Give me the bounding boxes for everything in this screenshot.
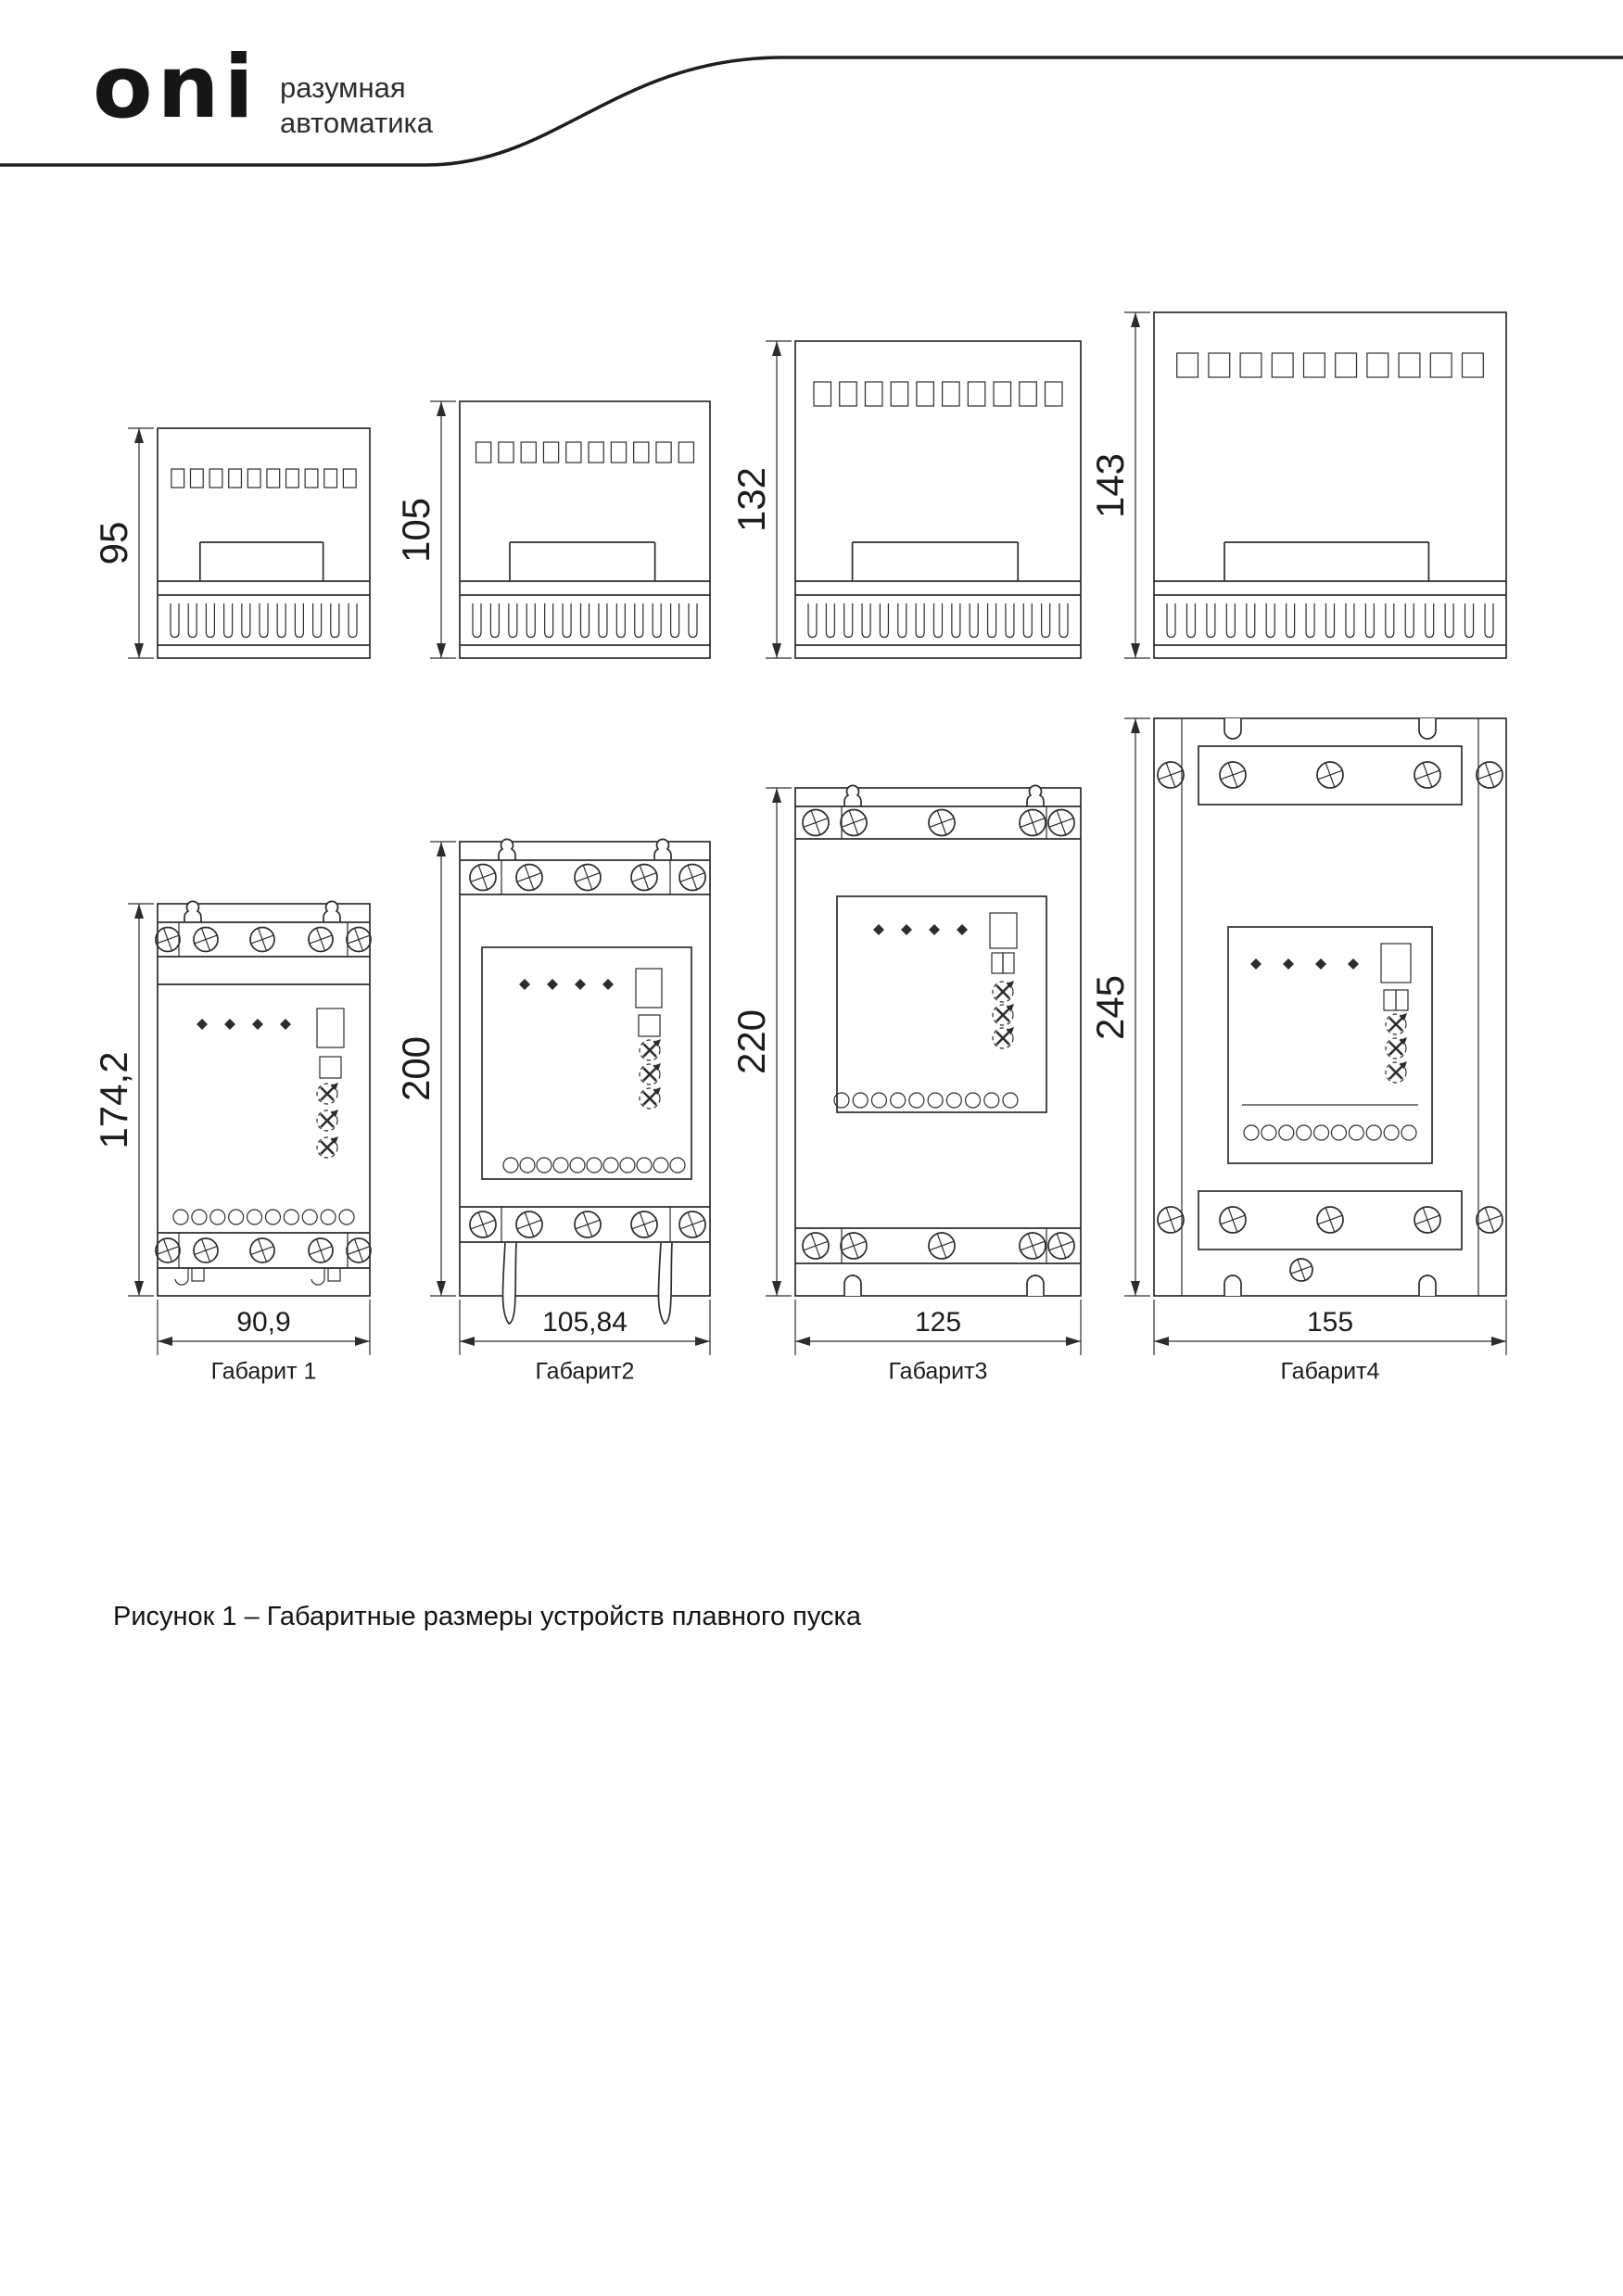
top-view-gabarit-1 (158, 428, 370, 658)
figure-name-label: Габарит4 (1280, 1358, 1380, 1385)
depth-dimension-label: 132 (729, 466, 773, 533)
top-view-gabarit-3 (795, 341, 1081, 658)
tagline-line2: автоматика (280, 107, 433, 139)
depth-dimension-gabarit-2 (430, 401, 456, 658)
width-dimension-label: 90,9 (236, 1307, 291, 1338)
figure-name-label: Габарит 1 (210, 1358, 317, 1385)
depth-dimension-gabarit-1 (128, 428, 154, 658)
depth-dimension-gabarit-4 (1124, 312, 1150, 658)
width-dimension-label: 125 (914, 1307, 962, 1338)
depth-dimension-label: 143 (1088, 452, 1132, 518)
figure-name-label: Габарит3 (888, 1358, 988, 1385)
depth-dimension-gabarit-3 (766, 341, 792, 658)
front-view-gabarit-2 (460, 839, 710, 1324)
width-dimension-label: 155 (1306, 1307, 1354, 1338)
brand-logo: oni (93, 37, 259, 138)
front-dimensions-gabarit-3 (766, 788, 1081, 1355)
width-dimension-label: 105,84 (542, 1307, 628, 1338)
depth-dimension-label: 95 (92, 521, 135, 565)
height-dimension-label: 245 (1088, 974, 1132, 1040)
front-view-gabarit-1 (156, 901, 371, 1296)
front-dimensions-gabarit-1 (128, 904, 370, 1355)
front-view-gabarit-4 (1154, 718, 1506, 1296)
depth-dimension-label: 105 (394, 497, 437, 563)
height-dimension-label: 200 (394, 1035, 437, 1102)
height-dimension-label: 220 (729, 1008, 773, 1075)
front-view-gabarit-3 (795, 785, 1081, 1296)
figure-caption: Рисунок 1 – Габаритные размеры устройств плавного пуска (113, 1602, 861, 1631)
tagline-line1: разумная (280, 71, 406, 104)
figure-name-label: Габарит2 (535, 1358, 635, 1385)
height-dimension-label: 174,2 (92, 1050, 135, 1149)
top-view-gabarit-2 (460, 401, 710, 658)
top-view-gabarit-4 (1154, 312, 1506, 658)
